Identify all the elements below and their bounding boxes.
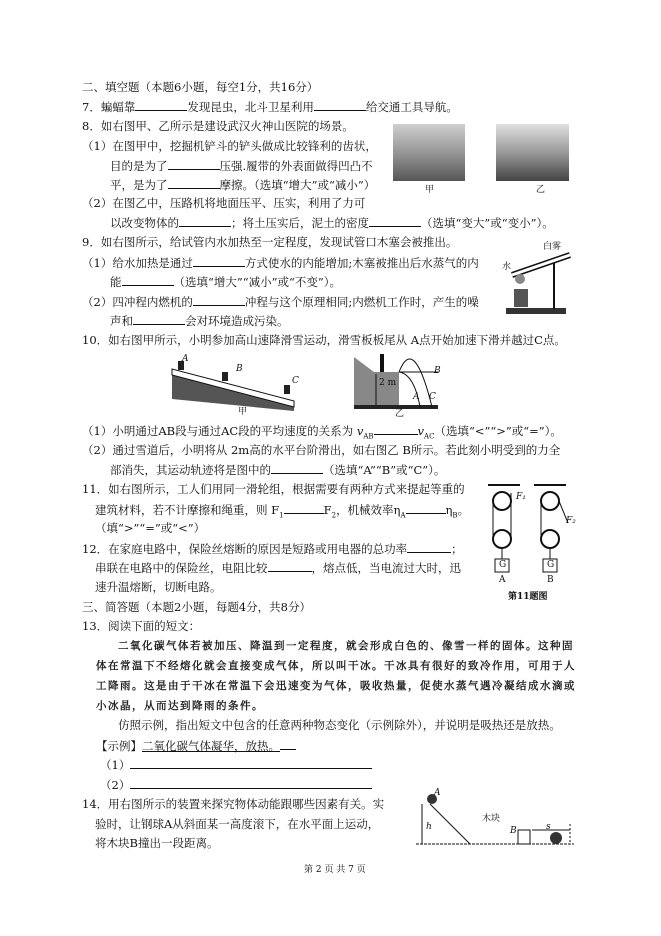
answer-line-2 bbox=[100, 776, 372, 793]
question-10-part2: （2）通过雪道后，小明将从 2m高的水平台阶滑出，如右图乙 B所示。若此刻小明受到的力全 bbox=[82, 443, 561, 457]
text: （选填“增大”“减小”或“不变”）。 bbox=[173, 275, 342, 289]
question-10-part2-line2 bbox=[110, 461, 445, 478]
weight-g-label: G bbox=[499, 560, 507, 570]
question-14-line3: 将木块B撞出一段距离。 bbox=[95, 836, 219, 850]
platform-jump-figure bbox=[352, 352, 442, 412]
answer-blank[interactable] bbox=[406, 501, 446, 514]
question-12-line2 bbox=[95, 559, 461, 576]
figure-caption: 第11题图 bbox=[508, 592, 548, 602]
question-10-part1 bbox=[82, 422, 562, 444]
text: v bbox=[356, 424, 364, 438]
answer-blank[interactable] bbox=[369, 214, 421, 227]
answer-blank[interactable] bbox=[168, 157, 220, 170]
page-footer: 第 2 页 共 7 页 bbox=[304, 865, 366, 875]
answer-blank[interactable] bbox=[135, 98, 187, 111]
path-b-label: B bbox=[434, 366, 441, 376]
example-answer: 二氧化碳气体凝华，放热。 bbox=[142, 739, 280, 753]
question-9-stem: 9．如右图所示，给试管内水加热至一定程度，发现试管口木塞会被推出。 bbox=[82, 235, 458, 249]
underline bbox=[280, 737, 296, 750]
passage-line: 体在常温下不经熔化就会直接变成气体，所以叫干冰。干冰具有很好的致冷作用，可用于人 bbox=[96, 660, 576, 672]
question-14-line2: 验时，让钢球A从斜面某一高度滚下，在水平面上运动， bbox=[95, 817, 380, 831]
question-8-part1-line3 bbox=[110, 176, 375, 193]
ski-slope-figure bbox=[170, 353, 300, 413]
text: v bbox=[417, 424, 425, 438]
text: （选填“<”“>”或“=”）。 bbox=[434, 424, 562, 438]
answer-blank[interactable] bbox=[179, 214, 231, 227]
answer-blank[interactable] bbox=[193, 293, 245, 306]
figure-label: 甲 bbox=[238, 407, 248, 417]
question-12 bbox=[82, 540, 463, 557]
answer-blank[interactable] bbox=[130, 776, 372, 789]
force-f2-label: F₂ bbox=[566, 516, 576, 526]
text: 冲程与这个原理相同;内燃机工作时，产生的噪 bbox=[244, 295, 479, 309]
text: 【示例】 bbox=[96, 739, 142, 753]
question-8-part2-line2 bbox=[110, 214, 554, 231]
question-8-stem: 8．如右图甲、乙所示是建设武汉火神山医院的场景。 bbox=[82, 119, 354, 133]
excavator-photo bbox=[393, 124, 465, 181]
text: 1 bbox=[279, 511, 284, 520]
text: 2 bbox=[331, 511, 337, 520]
text: F bbox=[323, 503, 332, 517]
text: （1） bbox=[100, 758, 131, 772]
point-b-label: B bbox=[236, 364, 243, 374]
text: （1）小明通过AB段与通过AC段的平均速度的关系为 bbox=[82, 424, 357, 438]
text: 串联在电路中的保险丝，电阻比较 bbox=[95, 561, 268, 575]
test-tube-heating-figure bbox=[500, 243, 580, 323]
answer-blank[interactable] bbox=[133, 312, 185, 325]
passage-line: 二氧化碳气体若被加压、降温到一定程度，就会形成白色的、像雪一样的固体。这种固 bbox=[118, 640, 574, 652]
text: 部消失，其运动轨迹将是图中的 bbox=[110, 463, 271, 477]
question-13-instruction: 仿照示例，指出短文中包含的任意两种物态变化（示例除外），并说明是吸热还是放热。 bbox=[118, 718, 561, 732]
mist-label: 白雾 bbox=[543, 242, 562, 252]
text: 目的是为了 bbox=[110, 159, 168, 173]
text: 给交通工具导航。 bbox=[365, 100, 458, 114]
question-9-part2 bbox=[82, 293, 479, 310]
ball-a-label: A bbox=[434, 788, 441, 798]
text: （选填“A”“B”或“C”）。 bbox=[323, 463, 446, 477]
text: ；将土压实后，泥土的密度 bbox=[231, 216, 369, 230]
question-7 bbox=[82, 98, 458, 115]
text: （2）四冲程内燃机的 bbox=[82, 295, 193, 309]
point-a-label: A bbox=[182, 354, 189, 364]
question-10-stem: 10．如右图甲所示，小明参加高山速降滑雪运动，滑雪板板尾从 A点开始加速下滑并越过C点。 bbox=[82, 333, 566, 347]
setup-b-label: B bbox=[547, 575, 554, 585]
text: 压强.履带的外表面做得凹凸不 bbox=[219, 159, 373, 173]
text: 。 bbox=[457, 503, 470, 517]
answer-blank[interactable] bbox=[122, 273, 174, 286]
answer-blank[interactable] bbox=[130, 756, 372, 769]
question-11-line3: （填“>”“=”或“<”） bbox=[95, 521, 206, 535]
answer-line-1 bbox=[100, 756, 372, 773]
section-2-title: 二、填空题（本题6小题，每空1分，共16分） bbox=[82, 80, 319, 94]
figure-label: 乙 bbox=[536, 185, 546, 195]
answer-blank[interactable] bbox=[271, 461, 323, 474]
answer-blank[interactable] bbox=[374, 422, 418, 435]
road-roller-photo bbox=[496, 124, 569, 181]
height-label: 2 m bbox=[379, 378, 397, 388]
text: AB bbox=[363, 432, 374, 441]
answer-blank[interactable] bbox=[284, 501, 324, 514]
point-c-label: C bbox=[292, 376, 299, 386]
passage-line: 小冰晶，从而达到降雨的条件。 bbox=[96, 700, 264, 712]
text: B bbox=[452, 511, 458, 520]
text: 能 bbox=[110, 275, 122, 289]
distance-s-label: s bbox=[546, 822, 551, 832]
figure-label: 甲 bbox=[425, 185, 435, 195]
text: 声和 bbox=[110, 314, 133, 328]
answer-blank[interactable] bbox=[314, 98, 366, 111]
question-9-part1 bbox=[82, 254, 479, 271]
pulley-system-figure bbox=[480, 483, 580, 588]
example-line bbox=[96, 737, 296, 754]
question-12-line3: 速升温熔断，切断电路。 bbox=[95, 580, 222, 594]
text: （2） bbox=[100, 778, 131, 792]
question-11: 11．如右图所示，工人们用同一滑轮组，根据需要有两种方式来提起等重的 bbox=[82, 482, 465, 496]
text: 7．蝙蝠靠 bbox=[82, 100, 136, 114]
block-b-label: B bbox=[510, 826, 517, 836]
text: 12．在家庭电路中，保险丝熔断的原因是短路或用电器的总功率 bbox=[82, 542, 408, 556]
figure-label: 乙 bbox=[395, 409, 405, 419]
question-13-stem: 13．阅读下面的短文： bbox=[82, 619, 201, 633]
text: A bbox=[400, 511, 406, 520]
setup-a-label: A bbox=[499, 575, 506, 585]
weight-g-label: G bbox=[547, 560, 555, 570]
text: 会对环境造成污染。 bbox=[185, 314, 289, 328]
question-14: 14．用右图所示的装置来探究物体动能跟哪些因素有关。实 bbox=[82, 797, 385, 811]
question-8-part1-line2 bbox=[110, 157, 373, 174]
text: η bbox=[445, 503, 453, 517]
text: AC bbox=[424, 432, 435, 441]
text: 建筑材料，若不计摩擦和绳重，则 F bbox=[95, 503, 280, 517]
question-8-part1: （1）在图甲中，挖掘机铲斗的铲头做成比较锋利的齿状， bbox=[82, 139, 377, 153]
path-c-label: C bbox=[429, 392, 436, 402]
text: （选填“变大”或“变小”）。 bbox=[421, 216, 554, 230]
height-h-label: h bbox=[426, 822, 432, 832]
text: ； bbox=[451, 542, 463, 556]
answer-blank[interactable] bbox=[407, 540, 451, 553]
answer-blank[interactable] bbox=[168, 176, 220, 189]
passage-line: 工降雨。这是由于干冰在常温下会迅速变为气体，吸收热量，促使水蒸气遇冷凝结成水滴或 bbox=[96, 680, 576, 692]
question-9-part2-line2 bbox=[110, 312, 289, 329]
path-a-label: A bbox=[413, 392, 420, 402]
block-label: 木块 bbox=[482, 814, 501, 824]
text: 摩擦。（选填“增大”或“减小”） bbox=[219, 178, 376, 192]
section-3-title: 三、简答题（本题2小题，每题4分，共8分） bbox=[82, 600, 311, 614]
question-8-part2: （2）在图乙中，压路机将地面压平、压实，利用了力可 bbox=[82, 196, 366, 210]
text: （1）给水加热是通过 bbox=[82, 256, 193, 270]
text: 方式使水的内能增加;木塞被推出后水蒸气的内 bbox=[244, 256, 479, 270]
text: ，熔点低，当电流过大时，迅 bbox=[311, 561, 461, 575]
question-9-part1-line2 bbox=[110, 273, 341, 290]
text: ，机械效率η bbox=[336, 503, 401, 517]
water-label: 水 bbox=[502, 262, 512, 272]
text: 平，是为了 bbox=[110, 178, 168, 192]
answer-blank[interactable] bbox=[193, 254, 245, 267]
text: 发现昆虫，北斗卫星利用 bbox=[187, 100, 314, 114]
force-f1-label: F₁ bbox=[516, 492, 526, 502]
answer-blank[interactable] bbox=[268, 559, 312, 572]
text: 以改变物体的 bbox=[110, 216, 179, 230]
